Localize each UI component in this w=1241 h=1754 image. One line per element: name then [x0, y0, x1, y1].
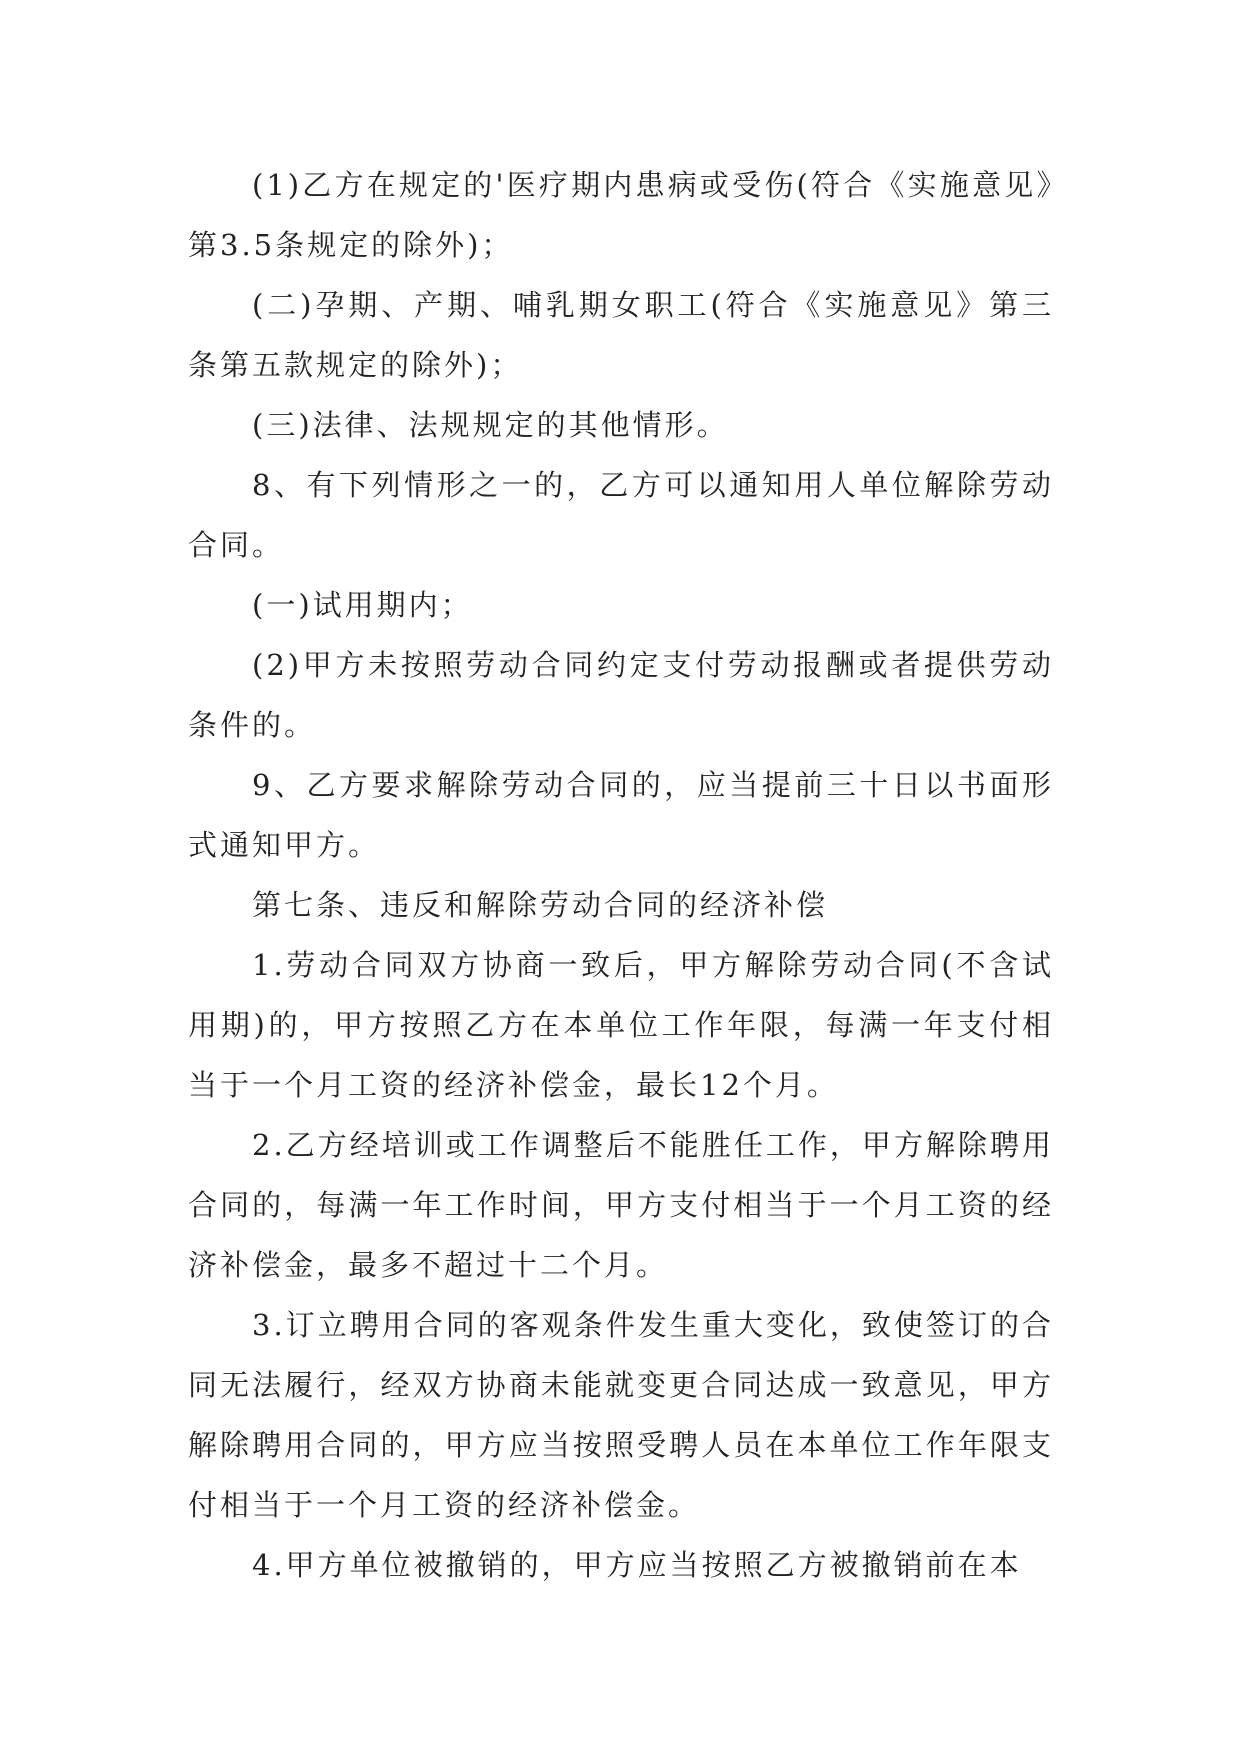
document-body	[188, 155, 1054, 1595]
paragraph-unpaid-labor: (2)甲方未按照劳动合同约定支付劳动报酬或者提供劳动条件的。	[188, 648, 1054, 742]
paragraph-medical-period: (1)乙方在规定的'医疗期内患病或受伤(符合《实施意见》第3.5条规定的除外)；	[188, 168, 1054, 262]
section-heading-article-7: 第七条、违反和解除劳动合同的经济补偿	[252, 888, 829, 922]
paragraph-compensation-4: 4.甲方单位被撤销的，甲方应当按照乙方被撤销前在本	[252, 1548, 1022, 1582]
paragraph-item-8: 8、有下列情形之一的，乙方可以通知用人单位解除劳动合同。	[188, 468, 1054, 562]
paragraph-compensation-3: 3.订立聘用合同的客观条件发生重大变化，致使签订的合同无法履行，经双方协商未能就变更合同达成一致意见，甲方解除聘用合同的，甲方应当按照受聘人员在本单位工作年限支付相当于一个月工资的经济补偿金。	[188, 1308, 1054, 1522]
paragraph-compensation-2: 2.乙方经培训或工作调整后不能胜任工作，甲方解除聘用合同的，每满一年工作时间，甲方支付相当于一个月工资的经济补偿金，最多不超过十二个月。	[188, 1128, 1054, 1282]
paragraph-item-9: 9、乙方要求解除劳动合同的，应当提前三十日以书面形式通知甲方。	[188, 768, 1054, 862]
paragraph-other-cases: (三)法律、法规规定的其他情形。	[252, 408, 729, 442]
paragraph-probation: (一)试用期内；	[252, 588, 473, 622]
paragraph-pregnancy: (二)孕期、产期、哺乳期女职工(符合《实施意见》第三条第五款规定的除外)；	[188, 288, 1054, 382]
paragraph-compensation-1: 1.劳动合同双方协商一致后，甲方解除劳动合同(不含试用期)的，甲方按照乙方在本单位工作年限，每满一年支付相当于一个月工资的经济补偿金，最长12个月。	[188, 948, 1054, 1102]
